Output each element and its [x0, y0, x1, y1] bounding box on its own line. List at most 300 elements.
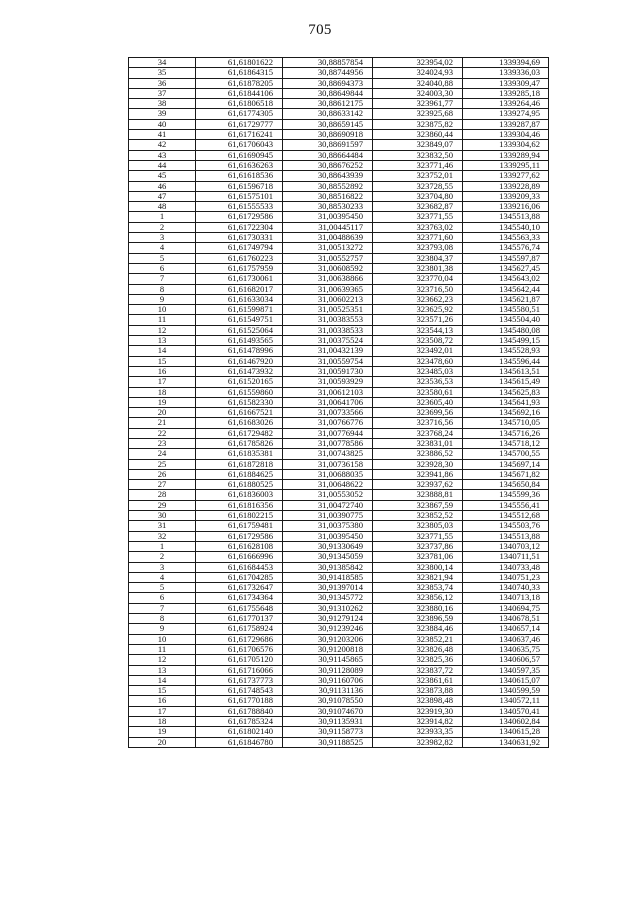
- x-coordinate-cell: 323801,38: [373, 263, 463, 273]
- longitude-cell: 31,00743825: [283, 449, 373, 459]
- latitude-cell: 61,61478996: [196, 346, 283, 356]
- y-coordinate-cell: 1340657,14: [463, 624, 549, 634]
- latitude-cell: 61,61864315: [196, 68, 283, 78]
- point-number-cell: 1: [129, 541, 196, 551]
- longitude-cell: 30,91074670: [283, 706, 373, 716]
- latitude-cell: 61,61729777: [196, 119, 283, 129]
- x-coordinate-cell: 324024,93: [373, 68, 463, 78]
- latitude-cell: 61,61525064: [196, 325, 283, 335]
- point-number-cell: 48: [129, 202, 196, 212]
- latitude-cell: 61,61774305: [196, 109, 283, 119]
- page-number: 705: [308, 22, 332, 38]
- y-coordinate-cell: 1340615,07: [463, 675, 549, 685]
- y-coordinate-cell: 1340597,35: [463, 665, 549, 675]
- table-row: [129, 572, 549, 582]
- table-row: [129, 119, 549, 129]
- y-coordinate-cell: 1345716,26: [463, 428, 549, 438]
- point-number-cell: 39: [129, 109, 196, 119]
- x-coordinate-cell: 323860,44: [373, 130, 463, 140]
- x-coordinate-cell: 323682,87: [373, 202, 463, 212]
- x-coordinate-cell: 323873,88: [373, 686, 463, 696]
- longitude-cell: 30,88744956: [283, 68, 373, 78]
- latitude-cell: 61,61667521: [196, 408, 283, 418]
- x-coordinate-cell: 323771,46: [373, 160, 463, 170]
- y-coordinate-cell: 1339228,89: [463, 181, 549, 191]
- point-number-cell: 4: [129, 572, 196, 582]
- point-number-cell: 2: [129, 222, 196, 232]
- point-number-cell: 42: [129, 140, 196, 150]
- table-row: [129, 130, 549, 140]
- table-row: [129, 377, 549, 387]
- table-row: [129, 305, 549, 315]
- x-coordinate-cell: 323492,01: [373, 346, 463, 356]
- longitude-cell: 30,91078550: [283, 696, 373, 706]
- table-row: [129, 469, 549, 479]
- x-coordinate-cell: 323914,82: [373, 717, 463, 727]
- longitude-cell: 31,00432139: [283, 346, 373, 356]
- y-coordinate-cell: 1345503,76: [463, 521, 549, 531]
- point-number-cell: 13: [129, 336, 196, 346]
- point-number-cell: 44: [129, 160, 196, 170]
- point-number-cell: 15: [129, 686, 196, 696]
- longitude-cell: 31,00395450: [283, 531, 373, 541]
- y-coordinate-cell: 1340751,23: [463, 572, 549, 582]
- longitude-cell: 30,91131136: [283, 686, 373, 696]
- point-number-cell: 20: [129, 737, 196, 747]
- x-coordinate-cell: 323699,56: [373, 408, 463, 418]
- latitude-cell: 61,61716066: [196, 665, 283, 675]
- point-number-cell: 38: [129, 99, 196, 109]
- point-number-cell: 45: [129, 171, 196, 181]
- latitude-cell: 61,61596718: [196, 181, 283, 191]
- table-row: [129, 449, 549, 459]
- longitude-cell: 30,88516822: [283, 191, 373, 201]
- table-row: [129, 99, 549, 109]
- point-number-cell: 11: [129, 315, 196, 325]
- x-coordinate-cell: 323832,50: [373, 150, 463, 160]
- point-number-cell: 16: [129, 366, 196, 376]
- y-coordinate-cell: 1339264,46: [463, 99, 549, 109]
- table-body: [129, 58, 549, 748]
- table-row: [129, 150, 549, 160]
- longitude-cell: 30,88694373: [283, 78, 373, 88]
- y-coordinate-cell: 1345671,82: [463, 469, 549, 479]
- point-number-cell: 3: [129, 562, 196, 572]
- x-coordinate-cell: 323544,13: [373, 325, 463, 335]
- x-coordinate-cell: 323933,35: [373, 727, 463, 737]
- latitude-cell: 61,61559860: [196, 387, 283, 397]
- latitude-cell: 61,61467920: [196, 356, 283, 366]
- latitude-cell: 61,61705120: [196, 655, 283, 665]
- table-row: [129, 500, 549, 510]
- table-row: [129, 727, 549, 737]
- table-row: [129, 274, 549, 284]
- point-number-cell: 22: [129, 428, 196, 438]
- latitude-cell: 61,61801622: [196, 58, 283, 68]
- longitude-cell: 30,91330649: [283, 541, 373, 551]
- x-coordinate-cell: 323925,68: [373, 109, 463, 119]
- y-coordinate-cell: 1345692,16: [463, 408, 549, 418]
- point-number-cell: 35: [129, 68, 196, 78]
- table-row: [129, 665, 549, 675]
- x-coordinate-cell: 323580,61: [373, 387, 463, 397]
- longitude-cell: 31,00338533: [283, 325, 373, 335]
- longitude-cell: 31,00445117: [283, 222, 373, 232]
- x-coordinate-cell: 323896,59: [373, 614, 463, 624]
- latitude-cell: 61,61493565: [196, 336, 283, 346]
- point-number-cell: 26: [129, 469, 196, 479]
- latitude-cell: 61,61749794: [196, 243, 283, 253]
- y-coordinate-cell: 1345528,93: [463, 346, 549, 356]
- y-coordinate-cell: 1345540,10: [463, 222, 549, 232]
- latitude-cell: 61,61628108: [196, 541, 283, 551]
- longitude-cell: 30,88633142: [283, 109, 373, 119]
- table-row: [129, 593, 549, 603]
- y-coordinate-cell: 1339289,94: [463, 150, 549, 160]
- x-coordinate-cell: 323800,14: [373, 562, 463, 572]
- longitude-cell: 30,88659145: [283, 119, 373, 129]
- latitude-cell: 61,61737773: [196, 675, 283, 685]
- table-row: [129, 191, 549, 201]
- y-coordinate-cell: 1339287,87: [463, 119, 549, 129]
- point-number-cell: 29: [129, 500, 196, 510]
- x-coordinate-cell: 323768,24: [373, 428, 463, 438]
- x-coordinate-cell: 323886,52: [373, 449, 463, 459]
- longitude-cell: 30,91345059: [283, 552, 373, 562]
- point-number-cell: 46: [129, 181, 196, 191]
- y-coordinate-cell: 1339285,18: [463, 88, 549, 98]
- x-coordinate-cell: 323781,06: [373, 552, 463, 562]
- latitude-cell: 61,61878205: [196, 78, 283, 88]
- x-coordinate-cell: 323763,02: [373, 222, 463, 232]
- y-coordinate-cell: 1345615,49: [463, 377, 549, 387]
- table-row: [129, 181, 549, 191]
- table-row: [129, 88, 549, 98]
- y-coordinate-cell: 1340602,84: [463, 717, 549, 727]
- latitude-cell: 61,61816356: [196, 500, 283, 510]
- y-coordinate-cell: 1345613,51: [463, 366, 549, 376]
- longitude-cell: 30,88612175: [283, 99, 373, 109]
- y-coordinate-cell: 1340572,11: [463, 696, 549, 706]
- x-coordinate-cell: 323704,80: [373, 191, 463, 201]
- point-number-cell: 19: [129, 397, 196, 407]
- x-coordinate-cell: 323716,56: [373, 418, 463, 428]
- latitude-cell: 61,61755648: [196, 603, 283, 613]
- y-coordinate-cell: 1340740,33: [463, 583, 549, 593]
- table-row: [129, 233, 549, 243]
- point-number-cell: 31: [129, 521, 196, 531]
- latitude-cell: 61,61758924: [196, 624, 283, 634]
- point-number-cell: 16: [129, 696, 196, 706]
- x-coordinate-cell: 324003,30: [373, 88, 463, 98]
- table-row: [129, 634, 549, 644]
- x-coordinate-cell: 323752,01: [373, 171, 463, 181]
- latitude-cell: 61,61846780: [196, 737, 283, 747]
- table-row: [129, 428, 549, 438]
- longitude-cell: 31,00733566: [283, 408, 373, 418]
- y-coordinate-cell: 1340635,75: [463, 644, 549, 654]
- table-row: [129, 562, 549, 572]
- y-coordinate-cell: 1345621,87: [463, 294, 549, 304]
- latitude-cell: 61,61770137: [196, 614, 283, 624]
- table-row: [129, 58, 549, 68]
- table-row: [129, 356, 549, 366]
- y-coordinate-cell: 1345576,74: [463, 243, 549, 253]
- x-coordinate-cell: 323853,74: [373, 583, 463, 593]
- point-number-cell: 36: [129, 78, 196, 88]
- longitude-cell: 30,88530233: [283, 202, 373, 212]
- x-coordinate-cell: 323852,21: [373, 634, 463, 644]
- y-coordinate-cell: 1345597,87: [463, 253, 549, 263]
- longitude-cell: 31,00778586: [283, 438, 373, 448]
- y-coordinate-cell: 1339304,62: [463, 140, 549, 150]
- x-coordinate-cell: 323662,23: [373, 294, 463, 304]
- longitude-cell: 31,00766776: [283, 418, 373, 428]
- latitude-cell: 61,61759481: [196, 521, 283, 531]
- table-row: [129, 202, 549, 212]
- point-number-cell: 6: [129, 593, 196, 603]
- longitude-cell: 31,00639365: [283, 284, 373, 294]
- y-coordinate-cell: 1345499,15: [463, 336, 549, 346]
- longitude-cell: 31,00612103: [283, 387, 373, 397]
- longitude-cell: 30,91158773: [283, 727, 373, 737]
- y-coordinate-cell: 1345700,55: [463, 449, 549, 459]
- longitude-cell: 30,91418585: [283, 572, 373, 582]
- longitude-cell: 30,91145865: [283, 655, 373, 665]
- x-coordinate-cell: 323898,48: [373, 696, 463, 706]
- x-coordinate-cell: 323536,53: [373, 377, 463, 387]
- point-number-cell: 47: [129, 191, 196, 201]
- x-coordinate-cell: 323508,72: [373, 336, 463, 346]
- y-coordinate-cell: 1339216,06: [463, 202, 549, 212]
- longitude-cell: 30,91200818: [283, 644, 373, 654]
- longitude-cell: 31,00383553: [283, 315, 373, 325]
- longitude-cell: 31,00641706: [283, 397, 373, 407]
- longitude-cell: 31,00552757: [283, 253, 373, 263]
- table-row: [129, 459, 549, 469]
- x-coordinate-cell: 323837,72: [373, 665, 463, 675]
- longitude-cell: 31,00525351: [283, 305, 373, 315]
- table-row: [129, 284, 549, 294]
- y-coordinate-cell: 1340606,57: [463, 655, 549, 665]
- table-row: [129, 583, 549, 593]
- x-coordinate-cell: 323884,46: [373, 624, 463, 634]
- point-number-cell: 37: [129, 88, 196, 98]
- longitude-cell: 30,91239246: [283, 624, 373, 634]
- point-number-cell: 2: [129, 552, 196, 562]
- x-coordinate-cell: 323826,48: [373, 644, 463, 654]
- table-row: [129, 717, 549, 727]
- latitude-cell: 61,61802140: [196, 727, 283, 737]
- table-row: [129, 655, 549, 665]
- point-number-cell: 10: [129, 634, 196, 644]
- y-coordinate-cell: 1340637,46: [463, 634, 549, 644]
- point-number-cell: 18: [129, 387, 196, 397]
- longitude-cell: 30,88691597: [283, 140, 373, 150]
- latitude-cell: 61,61836003: [196, 490, 283, 500]
- point-number-cell: 5: [129, 253, 196, 263]
- point-number-cell: 8: [129, 614, 196, 624]
- x-coordinate-cell: 323716,50: [373, 284, 463, 294]
- y-coordinate-cell: 1345513,88: [463, 531, 549, 541]
- point-number-cell: 15: [129, 356, 196, 366]
- latitude-cell: 61,61785324: [196, 717, 283, 727]
- longitude-cell: 31,00375524: [283, 336, 373, 346]
- longitude-cell: 31,00472740: [283, 500, 373, 510]
- longitude-cell: 31,00591730: [283, 366, 373, 376]
- x-coordinate-cell: 323867,59: [373, 500, 463, 510]
- table-row: [129, 521, 549, 531]
- x-coordinate-cell: 324040,88: [373, 78, 463, 88]
- x-coordinate-cell: 323485,03: [373, 366, 463, 376]
- y-coordinate-cell: 1340570,41: [463, 706, 549, 716]
- y-coordinate-cell: 1340713,18: [463, 593, 549, 603]
- latitude-cell: 61,61706043: [196, 140, 283, 150]
- latitude-cell: 61,61473932: [196, 366, 283, 376]
- latitude-cell: 61,61730331: [196, 233, 283, 243]
- y-coordinate-cell: 1345642,44: [463, 284, 549, 294]
- table-row: [129, 614, 549, 624]
- table-row: [129, 511, 549, 521]
- point-number-cell: 14: [129, 346, 196, 356]
- y-coordinate-cell: 1345650,84: [463, 480, 549, 490]
- latitude-cell: 61,61844106: [196, 88, 283, 98]
- longitude-cell: 30,91135931: [283, 717, 373, 727]
- table-row: [129, 212, 549, 222]
- x-coordinate-cell: 323771,55: [373, 531, 463, 541]
- table-row: [129, 603, 549, 613]
- y-coordinate-cell: 1340703,12: [463, 541, 549, 551]
- latitude-cell: 61,61706576: [196, 644, 283, 654]
- point-number-cell: 25: [129, 459, 196, 469]
- latitude-cell: 61,61599871: [196, 305, 283, 315]
- point-number-cell: 12: [129, 325, 196, 335]
- longitude-cell: 31,00776944: [283, 428, 373, 438]
- point-number-cell: 43: [129, 150, 196, 160]
- longitude-cell: 31,00688035: [283, 469, 373, 479]
- longitude-cell: 31,00602213: [283, 294, 373, 304]
- x-coordinate-cell: 323982,82: [373, 737, 463, 747]
- x-coordinate-cell: 323571,26: [373, 315, 463, 325]
- point-number-cell: 3: [129, 233, 196, 243]
- latitude-cell: 61,61748543: [196, 686, 283, 696]
- table-row: [129, 706, 549, 716]
- table-row: [129, 171, 549, 181]
- latitude-cell: 61,61835381: [196, 449, 283, 459]
- longitude-cell: 31,00736158: [283, 459, 373, 469]
- point-number-cell: 9: [129, 624, 196, 634]
- table-row: [129, 696, 549, 706]
- point-number-cell: 41: [129, 130, 196, 140]
- longitude-cell: 31,00638866: [283, 274, 373, 284]
- point-number-cell: 20: [129, 408, 196, 418]
- y-coordinate-cell: 1340733,48: [463, 562, 549, 572]
- latitude-cell: 61,61636263: [196, 160, 283, 170]
- y-coordinate-cell: 1340631,92: [463, 737, 549, 747]
- x-coordinate-cell: 323852,52: [373, 511, 463, 521]
- table-row: [129, 243, 549, 253]
- y-coordinate-cell: 1345697,14: [463, 459, 549, 469]
- x-coordinate-cell: 323856,12: [373, 593, 463, 603]
- longitude-cell: 30,88857854: [283, 58, 373, 68]
- latitude-cell: 61,61760223: [196, 253, 283, 263]
- longitude-cell: 31,00488639: [283, 233, 373, 243]
- latitude-cell: 61,61806518: [196, 99, 283, 109]
- y-coordinate-cell: 1345580,51: [463, 305, 549, 315]
- y-coordinate-cell: 1345556,41: [463, 500, 549, 510]
- latitude-cell: 61,61880525: [196, 480, 283, 490]
- point-number-cell: 24: [129, 449, 196, 459]
- table-row: [129, 263, 549, 273]
- y-coordinate-cell: 1339394,69: [463, 58, 549, 68]
- longitude-cell: 31,00553052: [283, 490, 373, 500]
- point-number-cell: 28: [129, 490, 196, 500]
- point-number-cell: 7: [129, 274, 196, 284]
- latitude-cell: 61,61575101: [196, 191, 283, 201]
- y-coordinate-cell: 1345625,83: [463, 387, 549, 397]
- table-row: [129, 387, 549, 397]
- x-coordinate-cell: 323771,60: [373, 233, 463, 243]
- x-coordinate-cell: 323831,01: [373, 438, 463, 448]
- y-coordinate-cell: 1339336,03: [463, 68, 549, 78]
- table-row: [129, 68, 549, 78]
- point-number-cell: 6: [129, 263, 196, 273]
- longitude-cell: 30,91279124: [283, 614, 373, 624]
- latitude-cell: 61,61682017: [196, 284, 283, 294]
- x-coordinate-cell: 323805,03: [373, 521, 463, 531]
- y-coordinate-cell: 1345599,36: [463, 490, 549, 500]
- x-coordinate-cell: 323880,16: [373, 603, 463, 613]
- point-number-cell: 11: [129, 644, 196, 654]
- y-coordinate-cell: 1345504,40: [463, 315, 549, 325]
- longitude-cell: 30,88676252: [283, 160, 373, 170]
- latitude-cell: 61,61555533: [196, 202, 283, 212]
- longitude-cell: 30,88690918: [283, 130, 373, 140]
- longitude-cell: 30,91310262: [283, 603, 373, 613]
- latitude-cell: 61,61770188: [196, 696, 283, 706]
- latitude-cell: 61,61802215: [196, 511, 283, 521]
- y-coordinate-cell: 1345718,12: [463, 438, 549, 448]
- point-number-cell: 34: [129, 58, 196, 68]
- table-row: [129, 325, 549, 335]
- longitude-cell: 30,91160706: [283, 675, 373, 685]
- x-coordinate-cell: 323728,55: [373, 181, 463, 191]
- table-row: [129, 624, 549, 634]
- longitude-cell: 31,00559754: [283, 356, 373, 366]
- table-row: [129, 541, 549, 551]
- y-coordinate-cell: 1345641,93: [463, 397, 549, 407]
- table-row: [129, 686, 549, 696]
- x-coordinate-cell: 323849,07: [373, 140, 463, 150]
- latitude-cell: 61,61729586: [196, 212, 283, 222]
- table-row: [129, 480, 549, 490]
- longitude-cell: 31,00395450: [283, 212, 373, 222]
- point-number-cell: 14: [129, 675, 196, 685]
- y-coordinate-cell: 1345596,44: [463, 356, 549, 366]
- latitude-cell: 61,61788840: [196, 706, 283, 716]
- x-coordinate-cell: 323875,82: [373, 119, 463, 129]
- x-coordinate-cell: 323888,81: [373, 490, 463, 500]
- y-coordinate-cell: 1340678,51: [463, 614, 549, 624]
- latitude-cell: 61,61730061: [196, 274, 283, 284]
- longitude-cell: 30,91188525: [283, 737, 373, 747]
- table-row: [129, 531, 549, 541]
- point-number-cell: 27: [129, 480, 196, 490]
- longitude-cell: 30,91397014: [283, 583, 373, 593]
- x-coordinate-cell: 323919,30: [373, 706, 463, 716]
- point-number-cell: 17: [129, 706, 196, 716]
- point-number-cell: 30: [129, 511, 196, 521]
